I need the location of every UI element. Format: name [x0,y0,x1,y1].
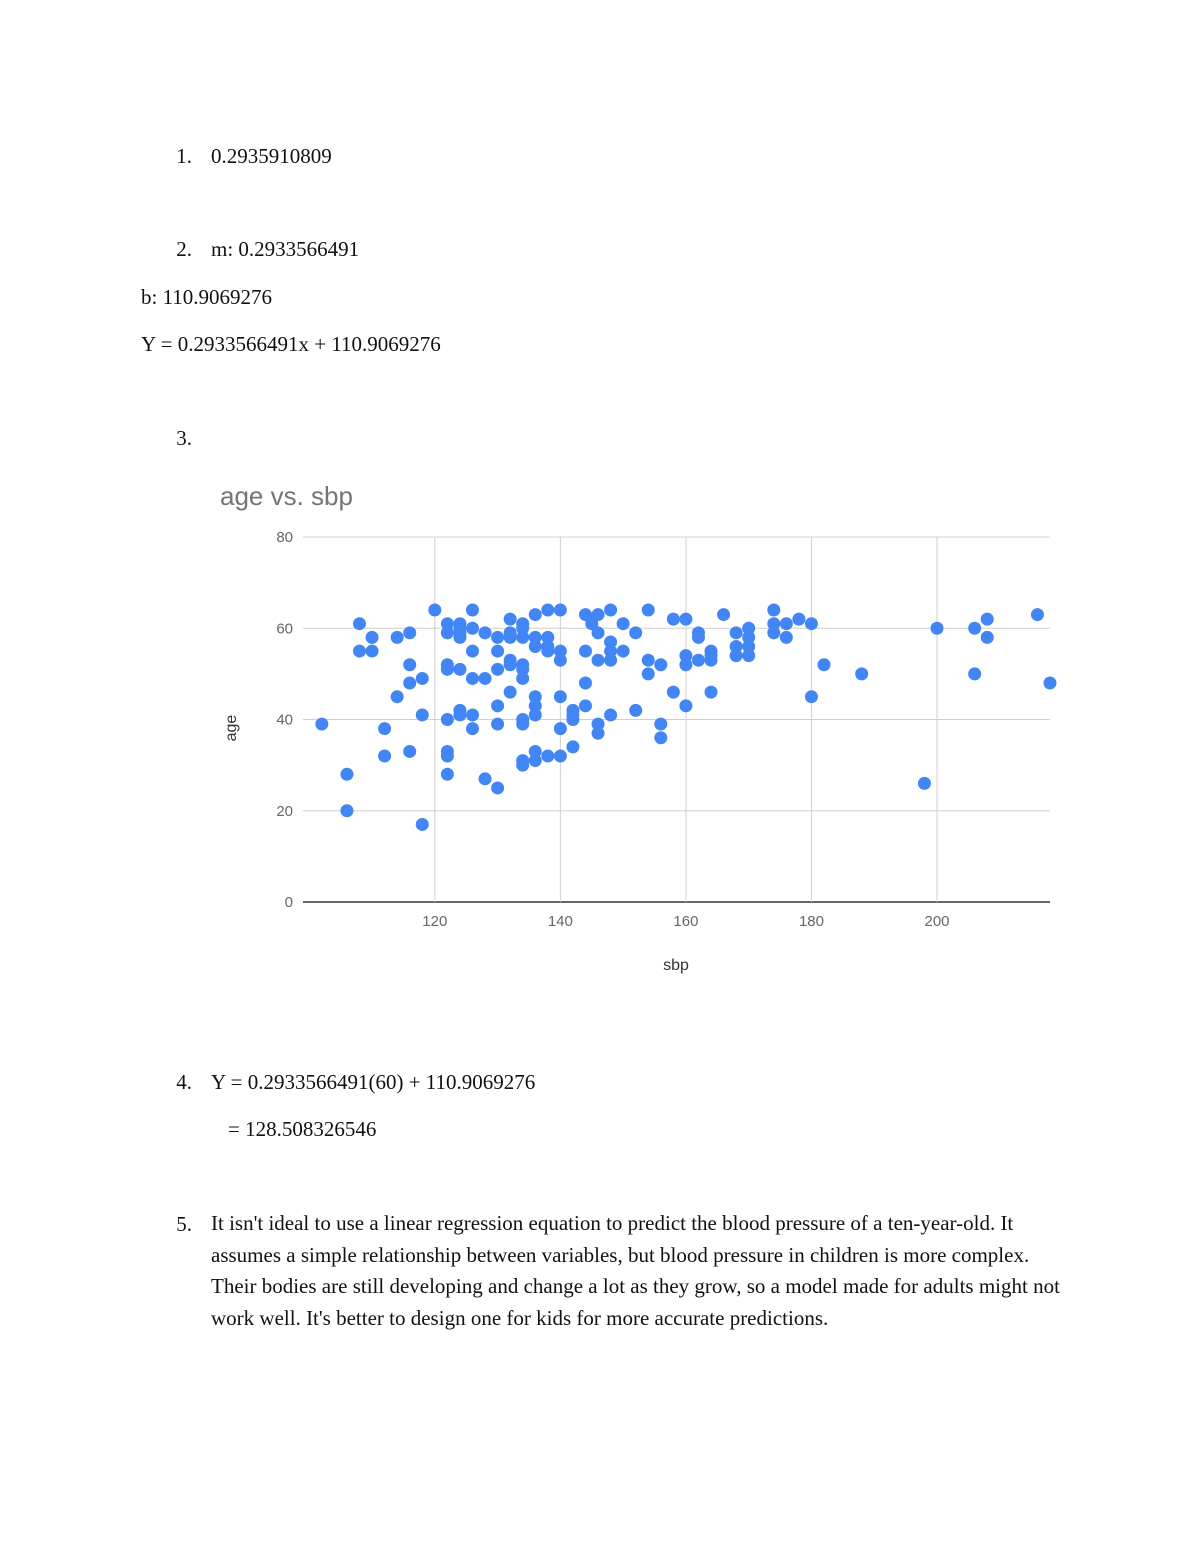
data-point [692,631,705,644]
data-point [679,613,692,626]
data-point [767,604,780,617]
answer-4-equation: Y = 0.2933566491(60) + 110.9069276 [211,1070,536,1094]
data-point [642,604,655,617]
data-point [554,654,567,667]
data-point [466,672,479,685]
data-point [818,658,831,671]
data-point [705,654,718,667]
data-point [441,626,454,639]
answer-2-equation: Y = 0.2933566491x + 110.9069276 [141,332,441,356]
data-point [705,686,718,699]
data-point [554,690,567,703]
data-point [629,704,642,717]
data-point [441,713,454,726]
data-point [654,718,667,731]
data-point [504,658,517,671]
data-point [541,604,554,617]
data-point [592,654,605,667]
data-point [805,690,818,703]
data-point [642,654,655,667]
data-point [981,631,994,644]
data-point [504,631,517,644]
data-point [629,626,642,639]
data-point [441,750,454,763]
data-point [403,658,416,671]
data-point [968,667,981,680]
y-axis-label: age [223,714,240,742]
data-point [730,626,743,639]
data-point [529,754,542,767]
data-point [479,626,492,639]
data-point [541,750,554,763]
data-point [529,708,542,721]
data-point [579,677,592,690]
data-point [654,731,667,744]
data-point [717,608,730,621]
item-number-5: 5. [176,1212,192,1236]
data-point [453,663,466,676]
data-point [504,613,517,626]
data-point [780,617,793,630]
data-point [353,617,366,630]
data-point [592,608,605,621]
data-point [592,626,605,639]
data-point [566,740,579,753]
data-point [391,690,404,703]
data-point [416,672,429,685]
data-point [692,654,705,667]
data-point [742,649,755,662]
data-point [378,722,391,735]
item-number-3: 3. [176,426,192,450]
y-tick-label: 60 [276,620,293,638]
data-point [491,718,504,731]
data-point [466,622,479,635]
data-point [1044,677,1057,690]
data-point [604,654,617,667]
data-point [428,604,441,617]
y-axis-ticks [276,529,293,911]
data-point [679,658,692,671]
data-point [931,622,944,635]
data-point [416,818,429,831]
data-point [479,672,492,685]
data-point [453,631,466,644]
data-point [554,750,567,763]
data-point [441,768,454,781]
data-point [378,750,391,763]
data-point [504,686,517,699]
data-point [579,645,592,658]
data-point [679,699,692,712]
data-point [403,626,416,639]
answer-5-paragraph: It isn't ideal to use a linear regression equation to predict the blood pressure of a ten-year-old. It assumes a simple relationship between variables, but blood pressure in children is more complex. Their bodies are still developing and change a lot as they grow, so a model made for adults might not work well. It's better to design one for kids for more accurate predictions. [211,1211,1060,1330]
data-point [780,631,793,644]
data-point [981,613,994,626]
data-point [340,804,353,817]
data-point [403,745,416,758]
answer-1-correlation: 0.2935910809 [211,144,332,168]
x-axis-label: sbp [663,957,689,974]
x-tick-label: 160 [673,913,699,930]
data-point [479,772,492,785]
data-point [918,777,931,790]
data-point [516,631,529,644]
data-point [516,759,529,772]
x-tick-label: 140 [547,913,573,930]
data-point [491,631,504,644]
data-point [855,667,868,680]
data-point [805,617,818,630]
item-number-1: 1. [176,144,192,168]
data-point [1031,608,1044,621]
data-point [529,608,542,621]
data-point [604,708,617,721]
item-number-2: 2. [176,237,192,261]
data-point [654,658,667,671]
x-tick-label: 180 [798,913,824,930]
y-tick-label: 20 [276,802,293,820]
data-point [491,645,504,658]
data-point [491,663,504,676]
data-point [315,718,328,731]
data-point [617,645,630,658]
data-point [554,722,567,735]
answer-4-result: = 128.508326546 [228,1117,377,1141]
x-axis-ticks [422,913,949,930]
data-point [730,649,743,662]
scatter-chart [200,470,1080,990]
data-point [792,613,805,626]
data-point [491,781,504,794]
data-point [968,622,981,635]
data-point [516,718,529,731]
data-point [642,667,655,680]
y-tick-label: 80 [276,529,293,546]
data-point [340,768,353,781]
data-point [516,672,529,685]
item-number-4: 4. [176,1070,192,1094]
data-point [617,617,630,630]
data-point [353,645,366,658]
data-point [391,631,404,644]
data-point [604,604,617,617]
data-point [491,699,504,712]
data-point [529,640,542,653]
chart-grid [303,537,1050,902]
data-point [366,631,379,644]
data-point [466,722,479,735]
data-point [541,645,554,658]
x-tick-label: 200 [924,913,950,930]
data-point [466,645,479,658]
data-point [566,713,579,726]
data-point [579,699,592,712]
x-tick-label: 120 [422,913,448,930]
data-point [416,708,429,721]
data-point [767,626,780,639]
data-point [466,604,479,617]
data-point [554,604,567,617]
data-point [403,677,416,690]
y-tick-label: 0 [284,894,293,911]
data-point [453,708,466,721]
data-point [366,645,379,658]
answer-2-intercept: b: 110.9069276 [141,285,273,309]
data-point [667,613,680,626]
data-point [466,708,479,721]
answer-2-slope: m: 0.2933566491 [211,237,360,261]
data-point [667,686,680,699]
y-tick-label: 40 [276,711,293,729]
chart-title: age vs. sbp [220,481,353,511]
data-point [441,663,454,676]
data-point [592,727,605,740]
